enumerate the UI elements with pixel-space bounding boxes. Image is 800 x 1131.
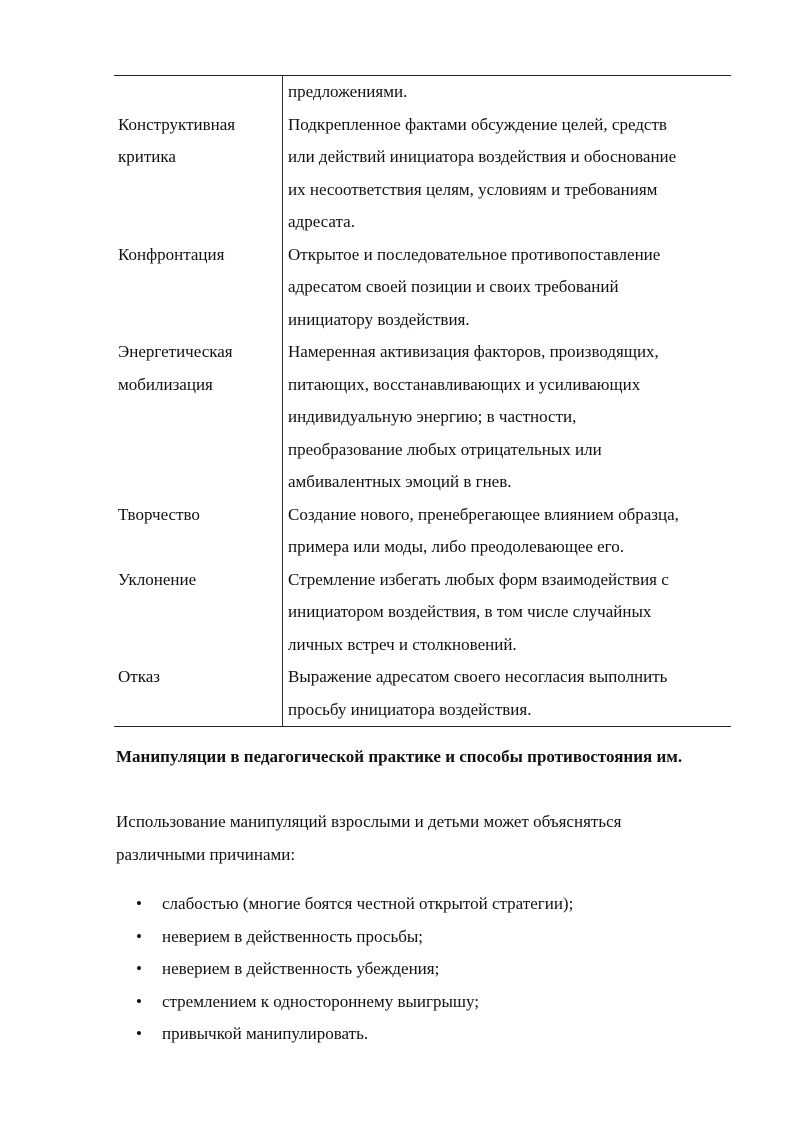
- bullet-icon: •: [136, 1024, 142, 1043]
- term-cell: [114, 661, 282, 726]
- table-row: [114, 661, 731, 726]
- list-item-text: стремлением к одностороннему выигрышу;: [162, 991, 479, 1011]
- definition-line: Намеренная активизация факторов, производящих,: [288, 342, 659, 361]
- table-row: [114, 499, 731, 564]
- bullet-icon: •: [136, 959, 142, 978]
- definition-line: предложениями.: [288, 82, 408, 101]
- definition-cell: [282, 109, 731, 239]
- term-line: Творчество: [118, 504, 200, 524]
- definition-line: адресатом своей позиции и своих требований: [288, 277, 619, 296]
- definition-line: инициатором воздействия, в том числе случайных: [288, 602, 652, 621]
- section-heading: Манипуляции в педагогической практике и способы противостояния им.: [116, 747, 683, 766]
- definition-cell: [282, 499, 731, 564]
- table-row: [114, 109, 731, 239]
- term-cell: [114, 109, 282, 239]
- paragraph-line: различными причинами:: [116, 844, 296, 864]
- table-row: [114, 76, 731, 109]
- definition-line: Создание нового, пренебрегающее влиянием образца,: [288, 504, 679, 524]
- definitions-table: [114, 75, 731, 727]
- term-cell: [114, 239, 282, 337]
- definition-cell: [282, 76, 731, 109]
- reasons-list: [116, 888, 736, 1051]
- list-item-text: неверием в действенность просьбы;: [162, 926, 423, 946]
- term-line: Уклонение: [118, 569, 197, 589]
- definition-line: Выражение адресатом своего несогласия выполнить: [288, 667, 668, 686]
- term-cell: [114, 499, 282, 564]
- list-item-text: неверием в действенность убеждения;: [162, 959, 440, 978]
- definition-line: преобразование любых отрицательных или: [288, 439, 602, 459]
- bullet-icon: •: [136, 926, 142, 946]
- term-line: Отказ: [118, 667, 160, 686]
- definition-line: Подкрепленное фактами обсуждение целей, средств: [288, 114, 667, 134]
- list-item: [116, 953, 736, 986]
- definition-line: индивидуальную энергию; в частности,: [288, 407, 577, 426]
- term-cell: [114, 564, 282, 662]
- definition-line: их несоответствия целям, условиям и требованиям: [288, 179, 658, 199]
- table-row: [114, 239, 731, 337]
- definition-line: просьбу инициатора воздействия.: [288, 699, 532, 719]
- term-line: Конструктивная: [118, 114, 236, 134]
- column-divider: [282, 76, 283, 726]
- definition-cell: [282, 661, 731, 726]
- definition-cell: [282, 239, 731, 337]
- bullet-icon: •: [136, 894, 142, 913]
- list-item-text: привычкой манипулировать.: [162, 1024, 369, 1043]
- list-item: [116, 888, 736, 921]
- table-row: [114, 564, 731, 662]
- definition-cell: [282, 336, 731, 499]
- intro-paragraph: [116, 806, 736, 871]
- term-line: мобилизация: [118, 374, 213, 394]
- term-line: критика: [118, 147, 176, 166]
- definition-line: Открытое и последовательное противопоставление: [288, 244, 661, 264]
- list-item: [116, 1018, 736, 1051]
- definition-cell: [282, 564, 731, 662]
- list-item-text: слабостью (многие боятся честной открытой стратегии);: [162, 894, 574, 913]
- term-cell: [114, 76, 282, 109]
- term-line: Энергетическая: [118, 342, 233, 361]
- table-row: [114, 336, 731, 499]
- definition-line: Стремление избегать любых форм взаимодействия с: [288, 569, 669, 589]
- definition-line: инициатору воздействия.: [288, 309, 470, 329]
- definition-line: личных встреч и столкновений.: [288, 634, 517, 654]
- bullet-icon: •: [136, 991, 142, 1011]
- term-cell: [114, 336, 282, 499]
- definition-line: питающих, восстанавливающих и усиливающих: [288, 374, 641, 394]
- term-line: Конфронтация: [118, 244, 225, 264]
- list-item: [116, 986, 736, 1019]
- definition-line: примера или моды, либо преодолевающее его.: [288, 537, 624, 556]
- definition-line: амбивалентных эмоций в гнев.: [288, 472, 512, 491]
- list-item: [116, 921, 736, 954]
- paragraph-line: Использование манипуляций взрослыми и детьми может объясняться: [116, 812, 622, 831]
- definition-line: или действий инициатора воздействия и обоснование: [288, 147, 677, 166]
- definition-line: адресата.: [288, 212, 355, 231]
